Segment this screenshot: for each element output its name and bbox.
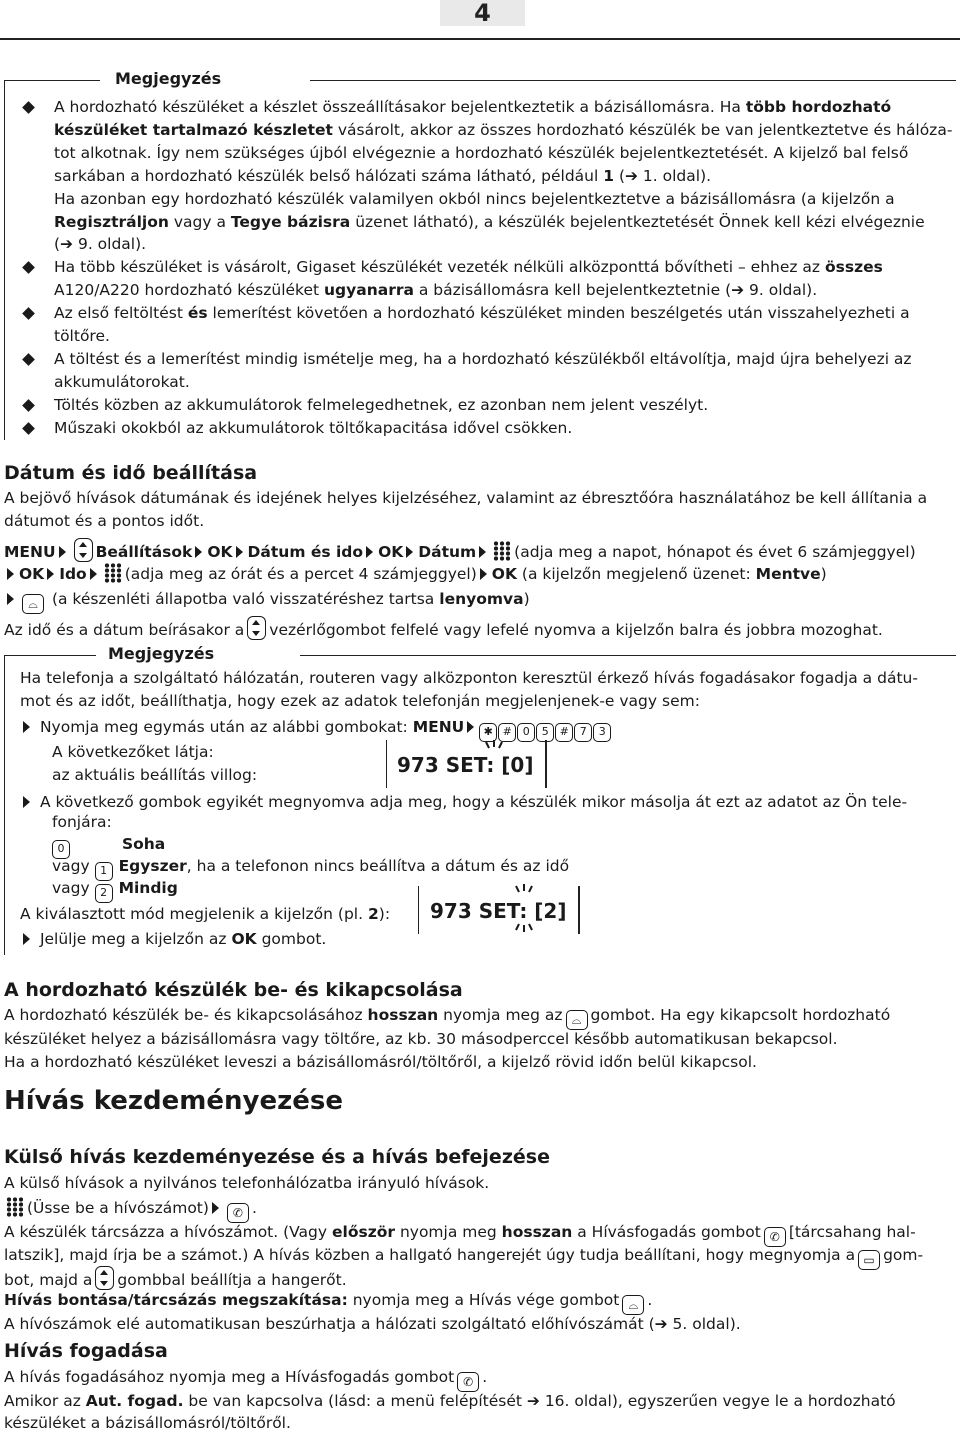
answer-line1: A hívás fogadásához nyomja meg a Hívásfogadás gombot ✆ . (4, 1366, 487, 1392)
note1-bullet-0-line-0: A hordozható készüléket a készlet összeállításakor bejelentkeztetik a bázisállomásra. Ha több hordozható (54, 98, 892, 116)
nav-key-icon (247, 616, 266, 640)
calling-para-line2-text: latszik], majd írja be a számot.) A hívás közben a hallgató hangerejét úgy tudja beállítani, hogy megnyomja a (4, 1246, 856, 1264)
answer-line1-text: A hívás fogadásához nyomja meg a Hívásfogadás gombot (4, 1368, 455, 1386)
display1-right-bar (545, 740, 547, 788)
display2-left-bar (418, 886, 419, 934)
calling-heading: Hívás kezdeményezése (4, 1086, 343, 1116)
key-1-icon: # (498, 723, 516, 742)
answer-line2-suffix: be van kapcsolva (lásd: a menü felépítését ➔ 16. oldal), egyszerűen vegye le a hordozható (188, 1392, 896, 1410)
note2-see-label: A következőket látja: (52, 743, 214, 761)
note2-rule-left (4, 655, 96, 656)
option-once-label: Egyszer (118, 857, 187, 875)
note2-intro-line1: Ha telefonja a szolgáltató hálózatán, routeren vagy alközponton keresztül érkező hívás fogadásakor fogadja a dátu- (20, 669, 918, 687)
bullet-diamond-icon (22, 101, 35, 114)
end-call-key-icon: ⌓ (622, 1295, 644, 1315)
menu-ok-4: OK (491, 565, 517, 583)
bullet-diamond-icon (22, 307, 35, 320)
display2-right-bar (578, 886, 580, 934)
display1-left-bar (386, 740, 387, 788)
end-call-key-icon: ⌓ (566, 1010, 588, 1030)
note1-bullet-0-line-3: sarkában a hordozható készülék belső hálózati száma látható, például 1 (➔ 1. oldal). (54, 166, 712, 185)
menu-ok: OK (207, 543, 233, 561)
dial-end: . (251, 1199, 257, 1217)
option-always-label: Mindig (118, 879, 178, 897)
calling-para-line3 (4, 1266, 347, 1292)
result-prefix: (a kijelzőn megjelenő üzenet: (521, 565, 751, 583)
calling-para-line3-prefix: bot, majd a (4, 1271, 93, 1289)
confirm-suffix: gombot. (261, 930, 327, 948)
onoff-line1-suffix: gombot. Ha egy kikapcsolt hordozható (590, 1006, 891, 1024)
menu-ok-2: OK (378, 543, 404, 561)
datetime-intro-line2: dátumot és a pontos időt. (4, 512, 205, 530)
keypad-icon (6, 1197, 23, 1217)
talk-key-icon: ✆ (764, 1227, 786, 1247)
external-call-heading: Külső hívás kezdeményezése és a hívás befejezése (4, 1146, 550, 1168)
step1-menu: MENU (412, 718, 465, 736)
datetime-menu-line3 (4, 588, 530, 614)
note2-selected (20, 903, 390, 926)
menu-date: Dátum (418, 543, 477, 561)
calling-para-line2-tail: gom- (883, 1246, 924, 1264)
time-hint: (adja meg az órát és a percet 4 számjeggyel) (124, 565, 477, 583)
display1-text: 973 SET: [0] (397, 753, 534, 777)
nav-hint-prefix: Az idő és a dátum beírásakor a (4, 621, 245, 639)
key-sequence (479, 718, 612, 736)
selected-suffix: ): (378, 905, 391, 923)
option-never-label: Soha (121, 835, 166, 853)
note2-confirm (20, 928, 326, 951)
key-4-icon: # (555, 723, 573, 742)
dial-line (4, 1197, 257, 1223)
onoff-line1 (4, 1004, 890, 1030)
note2-blink-label: az aktuális beállítás villog: (52, 766, 258, 784)
key-1-icon: 1 (95, 862, 113, 881)
note1-bullet-1-line-1: A120/A220 hordozható készüléket ugyanarra a bázisállomásra kell bejelentkeztetnie (➔ 9. oldal). (54, 281, 818, 300)
datetime-nav-hint (4, 616, 883, 642)
talk-key-icon: ✆ (457, 1372, 479, 1392)
option-once-suffix: , ha a telefonon nincs beállítva a dátum és az idő (186, 857, 570, 875)
onoff-line1-mid: nyomja meg az (443, 1006, 563, 1024)
note-rule-right (310, 80, 956, 81)
step1-text: Nyomja meg egymás után az alábbi gombokat: (39, 718, 408, 736)
key-5-icon: 7 (574, 723, 592, 742)
note1-bullet-1-line-0: Ha több készüléket is vásárolt, Gigaset készülékét vezeték nélküli alközponttá bővítheti – ehhez az összes (54, 258, 883, 277)
bullet-diamond-icon (22, 353, 35, 366)
idle-hint-close: ) (523, 590, 530, 608)
talk-key-icon: ✆ (227, 1203, 249, 1223)
note1-bullet-4-line-0: Töltés közben az akkumulátorok felmelegedhetnek, ez azonban nem jelent veszélyt. (54, 395, 709, 414)
onoff-line1-bold: hosszan (367, 1006, 439, 1024)
note2-rule-right (300, 655, 956, 656)
confirm-prefix: Jelülje meg a kijelzőn az (39, 930, 227, 948)
blink-indicator-icon (478, 740, 510, 790)
calling-para-line1-tail: [tárcsahang hal- (788, 1223, 916, 1241)
end-call-bold: Hívás bontása/tárcsázás megszakítása: (4, 1291, 348, 1309)
note1-bullet-2-line-0: Az első feltöltést és lemerítést követően a hordozható készüléket minden beszélgetés után visszahelyezheti a (54, 304, 910, 323)
onoff-line2: készüléket helyez a bázisállomásra vagy töltőre, az kb. 30 másodperccel később automatikusan bekapcsol. (4, 1030, 838, 1048)
selected-value: 2 (367, 905, 379, 923)
note2-heading: Megjegyzés (108, 644, 215, 663)
prefix-line: A hívószámok elé automatikusan beszúrhatja a hálózati szolgáltató előhívószámát (➔ 5. oldal). (4, 1315, 741, 1333)
nav-hint-suffix: vezérlőgombot felfelé vagy lefelé nyomva a kijelzőn balra és jobbra mozoghat. (269, 621, 883, 639)
idle-hint: (a készenléti állapotba való visszatéréshez tartsa (51, 590, 435, 608)
menu-time: Ido (59, 565, 87, 583)
datetime-menu-line2 (4, 563, 827, 586)
note1-bullet-3-line-0: A töltést és a lemerítést mindig ismételje meg, ha a hordozható készülékből eltávolítja, majd újra behelyezi az (54, 349, 912, 368)
bullet-diamond-icon (22, 422, 35, 435)
volume-key-icon: ▭ (858, 1250, 880, 1270)
datetime-intro-line1: A bejövő hívások dátumának és idejének helyes kijelzéséhez, valamint az ébresztőóra használatához be kell állítania a (4, 489, 928, 507)
answer-line2 (4, 1390, 896, 1413)
note2-intro-line2: mot és az időt, beállíthatja, hogy ezek az adatok telefonján megjelenjenek-e vagy sem: (20, 692, 700, 710)
page-number: 4 (474, 0, 491, 27)
onoff-line3: Ha a hordozható készüléket leveszi a bázisállomásról/töltőről, a kijelző rövid időn belül kikapcsol. (4, 1053, 757, 1071)
page-number-box (440, 0, 525, 26)
note2-rule-vertical (4, 655, 5, 955)
key-0-icon: ✱ (479, 723, 497, 742)
menu-ok-3: OK (19, 565, 45, 583)
datetime-menu-line1 (4, 538, 916, 564)
selected-prefix: A kiválasztott mód megjelenik a kijelzőn (pl. (20, 905, 364, 923)
dial-hint: (Üsse be a hívószámot) (27, 1199, 209, 1217)
note1-bullet-0-line-4: Ha azonban egy hordozható készülék valamilyen okból nincs bejelentkeztetve a bázisállomásra (a kijelzőn a (54, 189, 895, 208)
note1-bullet-3-line-1: akkumulátorokat. (54, 372, 190, 391)
key-3-icon: 5 (536, 723, 554, 742)
idle-hint-bold: lenyomva (439, 590, 524, 608)
blink-indicator-icon (508, 884, 540, 934)
end-call-text: nyomja meg a Hívás vége gombot (352, 1291, 620, 1309)
note1-bullet-2-line-1: töltőre. (54, 327, 110, 345)
end-call-line: Hívás bontása/tárcsázás megszakítása: nyomja meg a Hívás vége gombot ⌓ . (4, 1289, 652, 1315)
menu-settings: Beállítások (95, 543, 193, 561)
note2-step1 (20, 716, 612, 742)
answer-heading: Hívás fogadása (4, 1340, 168, 1362)
option-always-prefix: vagy (52, 879, 90, 897)
menu-key-label: MENU (4, 543, 56, 561)
note2-step2-line2: fonjára: (52, 813, 112, 831)
key-2-icon: 0 (517, 723, 535, 742)
onoff-heading: A hordozható készülék be- és kikapcsolása (4, 979, 463, 1001)
answer-line2-bold: Aut. fogad. (85, 1392, 184, 1410)
result-value: Mentve (755, 565, 821, 583)
confirm-ok: OK (231, 930, 257, 948)
onoff-line1-prefix: A hordozható készülék be- és kikapcsolásához (4, 1006, 363, 1024)
bullet-diamond-icon (22, 399, 35, 412)
menu-datetime: Dátum és ido (247, 543, 364, 561)
note1-bullet-0-line-2: tot alkotnak. Így nem szükséges újból elvégeznie a hordozható készülék bejelentkeztetését. A kijelző bal felső (54, 143, 909, 162)
nav-key-icon (74, 538, 93, 562)
option-once-prefix: vagy (52, 857, 90, 875)
note1-heading: Megjegyzés (115, 69, 222, 88)
note1-bullet-5-line-0: Műszaki okokból az akkumulátorok töltőkapacitása idővel csökken. (54, 418, 573, 437)
key-2-icon: 2 (95, 884, 113, 903)
keypad-icon (493, 541, 510, 561)
note-rule-left (4, 80, 100, 81)
header-rule (0, 38, 960, 40)
datetime-heading: Dátum és idő beállítása (4, 462, 258, 484)
display2-text: 973 SET: [2] (430, 899, 567, 923)
result-close: ) (820, 565, 827, 583)
note2-step2-line1 (20, 791, 907, 814)
note1-bullet-0-line-1: készüléket tartalmazó készletet vásárolt, akkor az összes hordozható készülék be van jelentkeztetve és hálóza- (54, 120, 953, 139)
note1-bullet-0-line-6: (➔ 9. oldal). (54, 235, 147, 254)
end-call-key-icon: ⌓ (22, 594, 44, 614)
answer-line2-prefix: Amikor az (4, 1392, 81, 1410)
bullet-diamond-icon (22, 261, 35, 274)
step2-text-1: A következő gombok egyikét megnyomva adja meg, hogy a készülék mikor másolja át ezt az adatot az Ön tele- (39, 793, 908, 811)
nav-key-icon (95, 1266, 114, 1290)
date-hint: (adja meg a napot, hónapot és évet 6 számjeggyel) (514, 543, 916, 561)
keypad-icon (104, 563, 121, 583)
calling-para-line1-text: A készülék tárcsázza a hívószámot. (Vagy először nyomja meg hosszan a Hívásfogadás gombot (4, 1223, 761, 1241)
external-call-intro: A külső hívások a nyilvános telefonhálózatba irányuló hívások. (4, 1174, 490, 1192)
option-always (52, 877, 178, 903)
key-0-icon: 0 (52, 840, 70, 859)
note-rule-vertical (4, 80, 5, 440)
calling-para-line3-suffix: gombbal beállítja a hangerőt. (117, 1271, 347, 1289)
note1-bullet-0-line-5: Regisztráljon vagy a Tegye bázisra üzenet látható), a készülék bejelentkeztetését Önnek kell kézi elvégeznie (54, 212, 925, 231)
answer-line3: készüléket a bázisállomásról/töltőről. (4, 1414, 291, 1432)
key-6-icon: 3 (593, 723, 611, 742)
